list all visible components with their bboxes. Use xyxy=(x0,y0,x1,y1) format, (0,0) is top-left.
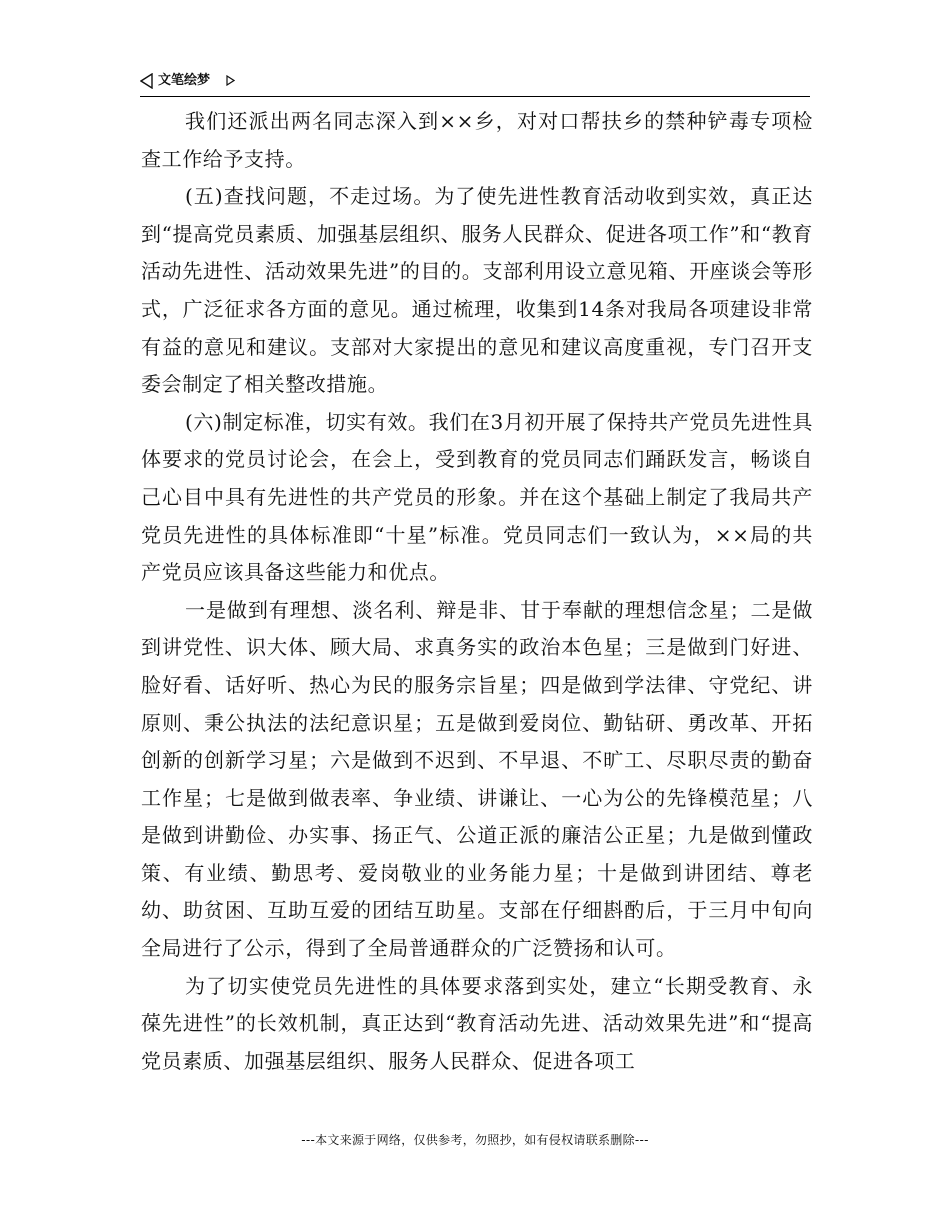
paragraph: 为了切实使党员先进性的具体要求落到实处，建立“长期受教育、永葆先进性”的长效机制，真正达到“教育活动先进、活动效果先进”和“提高党员素质、加强基层组织、服务人民群众、促进各项工 xyxy=(141,973,813,1073)
paragraph: (六)制定标准，切实有效。我们在3月初开展了保持共产党员先进性具体要求的党员讨论会，在会上，受到教育的党员同志们踊跃发言，畅谈自己心目中具有先进性的共产党员的形象。并在这个基础上制定了我局共产党员先进性的具体标准即“十星”标准。党员同志们一致认为，××局的共产党员应该具备这些能力和优点。 xyxy=(141,409,813,585)
triangle-left-icon xyxy=(140,73,153,89)
document-body xyxy=(141,103,813,1080)
footer-disclaimer: ---本文来源于网络，仅供参考，勿照抄，如有侵权请联系删除--- xyxy=(301,1133,649,1147)
triangle-right-icon xyxy=(226,75,235,86)
paragraph: (五)查找问题，不走过场。为了使先进性教育活动收到实效，真正达到“提高党员素质、加强基层组织、服务人民群众、促进各项工作”和“教育活动先进性、活动效果先进”的目的。支部利用设立意见箱、开座谈会等形式，广泛征求各方面的意见。通过梳理，收集到14条对我局各项建设非常有益的意见和建议。支部对大家提出的意见和建议高度重视，专门召开支委会制定了相关整改措施。 xyxy=(141,184,813,397)
paragraph: 一是做到有理想、淡名利、辩是非、甘于奉献的理想信念星；二是做到讲党性、识大体、顾大局、求真务实的政治本色星；三是做到门好进、脸好看、话好听、热心为民的服务宗旨星；四是做到学法律、守党纪、讲原则、秉公执法的法纪意识星；五是做到爱岗位、勤钻研、勇改革、开拓创新的创新学习星；六是做到不迟到、不早退、不旷工、尽职尽责的勤奋工作星；七是做到做表率、争业绩、讲谦让、一心为公的先锋模范星；八是做到讲勤俭、办实事、扬正气、公道正派的廉洁公正星；九是做到懂政策、有业绩、勤思考、爱岗敬业的业务能力星；十是做到讲团结、尊老幼、助贫困、互助互爱的团结互助星。支部在仔细斟酌后，于三月中旬向全局进行了公示，得到了全局普通群众的广泛赞扬和认可。 xyxy=(141,597,813,961)
paragraph: 我们还派出两名同志深入到××乡，对对口帮扶乡的禁种铲毒专项检查工作给予支持。 xyxy=(141,109,813,171)
header-title: 文笔绘梦 xyxy=(158,73,211,88)
page-header xyxy=(140,70,810,97)
